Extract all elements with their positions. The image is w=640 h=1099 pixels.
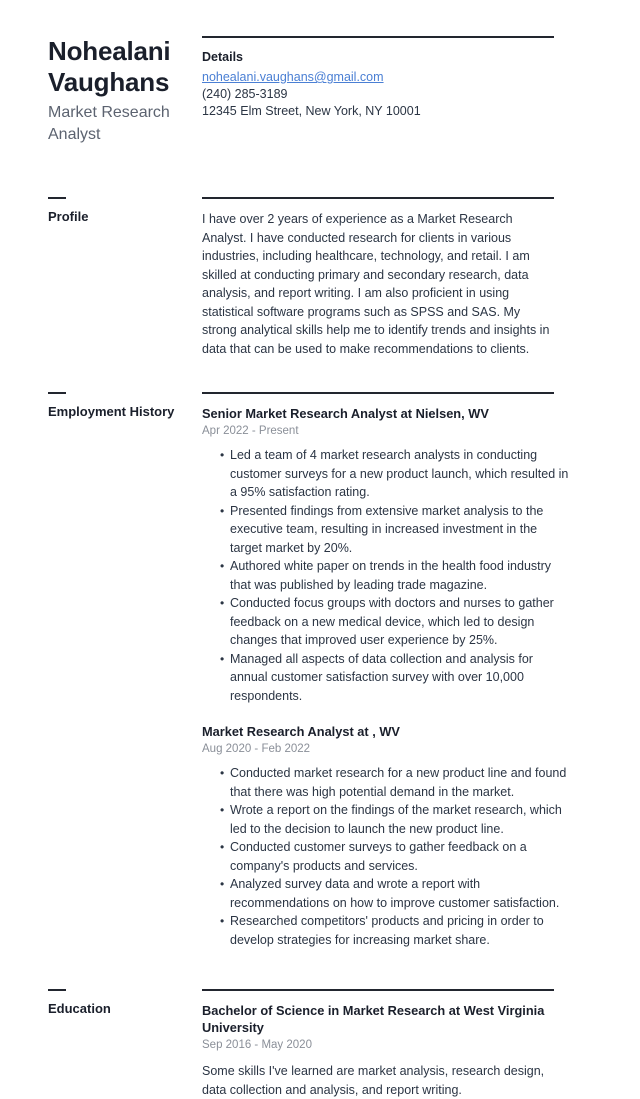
employment-section-label: Employment History <box>48 404 175 419</box>
employment-section <box>0 392 640 949</box>
education-label-column <box>0 989 202 1017</box>
employment-content <box>202 392 640 949</box>
email-link[interactable]: nohealani.vaughans@gmail.com <box>202 70 384 84</box>
employment-entry <box>202 405 602 705</box>
profile-section <box>0 197 640 358</box>
list-item: • Wrote a report on the findings of the market research, which led to the decision to launch the new product line. <box>220 801 572 838</box>
entry-description: Some skills I've learned are market analysis, research design, data collection and analysis, and report writing. <box>202 1064 545 1097</box>
list-item: • Presented findings from extensive market analysis to the executive team, resulting in increased investment in the target market by 20%. <box>220 502 572 558</box>
education-entry <box>202 1002 602 1099</box>
candidate-name: Nohealani Vaughans <box>48 36 171 97</box>
list-item: • Conducted market research for a new product line and found that there was high potential demand in the market. <box>220 764 572 801</box>
entry-date: Sep 2016 - May 2020 <box>202 1039 312 1051</box>
entry-title: Bachelor of Science in Market Research at West Virginia University <box>202 1003 545 1035</box>
section-rule <box>202 197 554 199</box>
profile-content <box>202 197 640 358</box>
entry-date: Aug 2020 - Feb 2022 <box>202 743 311 755</box>
address-text: 12345 Elm Street, New York, NY 10001 <box>202 103 421 118</box>
entry-title: Senior Market Research Analyst at Nielsen, WV <box>202 406 489 421</box>
section-rule <box>202 36 554 38</box>
entry-bullet-list <box>202 446 572 705</box>
header-section <box>0 0 640 146</box>
profile-section-label: Profile <box>48 209 89 224</box>
list-item: • Managed all aspects of data collection and analysis for annual customer satisfaction survey with over 10,000 respondents. <box>220 650 572 706</box>
list-item: • Researched competitors' products and pricing in order to develop strategies for increasing market share. <box>220 912 572 949</box>
details-heading: Details <box>202 50 243 64</box>
employment-label-column <box>0 392 202 420</box>
candidate-job-title: Market Research Analyst <box>48 104 170 143</box>
education-section-label: Education <box>48 1001 111 1016</box>
education-section <box>0 989 640 1099</box>
list-item: • Conducted customer surveys to gather feedback on a company's products and services. <box>220 838 572 875</box>
list-item: • Led a team of 4 market research analysts in conducting customer surveys for a new product launch, which resulted in a 95% satisfaction rating. <box>220 446 572 502</box>
profile-label-column <box>0 197 202 225</box>
section-rule <box>202 989 554 991</box>
entry-date: Apr 2022 - Present <box>202 425 299 437</box>
employment-entry <box>202 723 602 949</box>
section-dash-icon <box>48 392 66 394</box>
section-rule <box>202 392 554 394</box>
header-identity <box>0 36 202 146</box>
entry-bullet-list <box>202 764 572 949</box>
phone-text: (240) 285-3189 <box>202 87 288 101</box>
section-dash-icon <box>48 197 66 199</box>
list-item: • Conducted focus groups with doctors and nurses to gather feedback on a new medical device, which led to design changes that improved user experience by 25%. <box>220 594 572 650</box>
education-content <box>202 989 640 1099</box>
list-item: • Analyzed survey data and wrote a report with recommendations on how to improve customer satisfaction. <box>220 875 572 912</box>
entry-title: Market Research Analyst at , WV <box>202 724 400 739</box>
profile-text: I have over 2 years of experience as a Market Research Analyst. I have conducted research for clients in various industries, including healthcare, technology, and retail. I am skilled at conducting primary and secondary research, data analysis, and report writing. I am also proficient in using statistical software programs such as SPSS and SAS. My strong analytical skills help me to identify trends and insights in data that can be used to make recommendations to clients. <box>202 212 550 356</box>
list-item: • Authored white paper on trends in the health food industry that was published by leading trade magazine. <box>220 557 572 594</box>
section-dash-icon <box>48 989 66 991</box>
details-block <box>202 36 640 119</box>
